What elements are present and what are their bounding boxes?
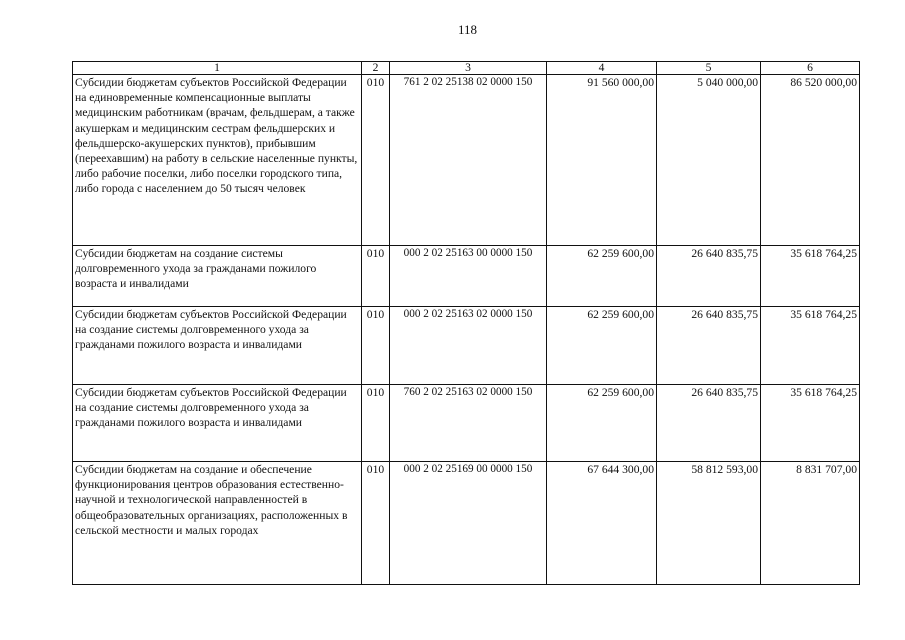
row-col5: 26 640 835,75 [657, 307, 761, 385]
row-col6: 86 520 000,00 [761, 75, 860, 246]
page-number: 118 [457, 22, 478, 37]
column-header-5: 5 [657, 62, 761, 75]
table-row [73, 385, 860, 462]
table-row [73, 75, 860, 246]
row-col5: 26 640 835,75 [657, 246, 761, 307]
row-name: Субсидии бюджетам субъектов Российской Федерации на создание системы долговременного ухода за гражданами пожилого возраста и инвалидами [73, 385, 362, 462]
column-header-1: 1 [73, 62, 362, 75]
row-col4: 62 259 600,00 [547, 246, 657, 307]
row-kbk: 760 2 02 25163 02 0000 150 [390, 385, 547, 462]
row-col4: 62 259 600,00 [547, 307, 657, 385]
column-header-3: 3 [390, 62, 547, 75]
row-col6: 8 831 707,00 [761, 462, 860, 585]
budget-table [72, 61, 860, 585]
column-header-4: 4 [547, 62, 657, 75]
row-code: 010 [362, 385, 390, 462]
row-kbk: 000 2 02 25163 02 0000 150 [390, 307, 547, 385]
row-code: 010 [362, 246, 390, 307]
row-code: 010 [362, 75, 390, 246]
row-kbk: 761 2 02 25138 02 0000 150 [390, 75, 547, 246]
column-header-6: 6 [761, 62, 860, 75]
row-code: 010 [362, 462, 390, 585]
header-row [73, 62, 860, 75]
row-name: Субсидии бюджетам субъектов Российской Федерации на создание системы долговременного ухода за гражданами пожилого возраста и инвалидами [73, 307, 362, 385]
row-kbk: 000 2 02 25169 00 0000 150 [390, 462, 547, 585]
row-col6: 35 618 764,25 [761, 385, 860, 462]
row-col4: 62 259 600,00 [547, 385, 657, 462]
row-col5: 26 640 835,75 [657, 385, 761, 462]
row-col5: 5 040 000,00 [657, 75, 761, 246]
table-row [73, 462, 860, 585]
table-row [73, 307, 860, 385]
row-col5: 58 812 593,00 [657, 462, 761, 585]
row-col4: 91 560 000,00 [547, 75, 657, 246]
row-name: Субсидии бюджетам субъектов Российской Федерации на единовременные компенсационные выплаты медицинским работникам (врачам, фельдшерам, а также акушеркам и медицинским сестрам фельдшерских и фельдшерско-акушерских пунктов), прибывшим (переехавшим) на работу в сельские населенные пункты, либо рабочие поселки, либо поселки городского типа, либо города с населением до 50 тысяч человек [73, 75, 362, 246]
row-code: 010 [362, 307, 390, 385]
table-row [73, 246, 860, 307]
row-col6: 35 618 764,25 [761, 246, 860, 307]
row-name: Субсидии бюджетам на создание и обеспечение функционирования центров образования естественно-научной и технологической направленностей в общеобразовательных организациях, расположенных в сельской местности и малых городах [73, 462, 362, 585]
row-col6: 35 618 764,25 [761, 307, 860, 385]
row-kbk: 000 2 02 25163 00 0000 150 [390, 246, 547, 307]
row-name: Субсидии бюджетам на создание системы долговременного ухода за гражданами пожилого возраста и инвалидами [73, 246, 362, 307]
column-header-2: 2 [362, 62, 390, 75]
row-col4: 67 644 300,00 [547, 462, 657, 585]
